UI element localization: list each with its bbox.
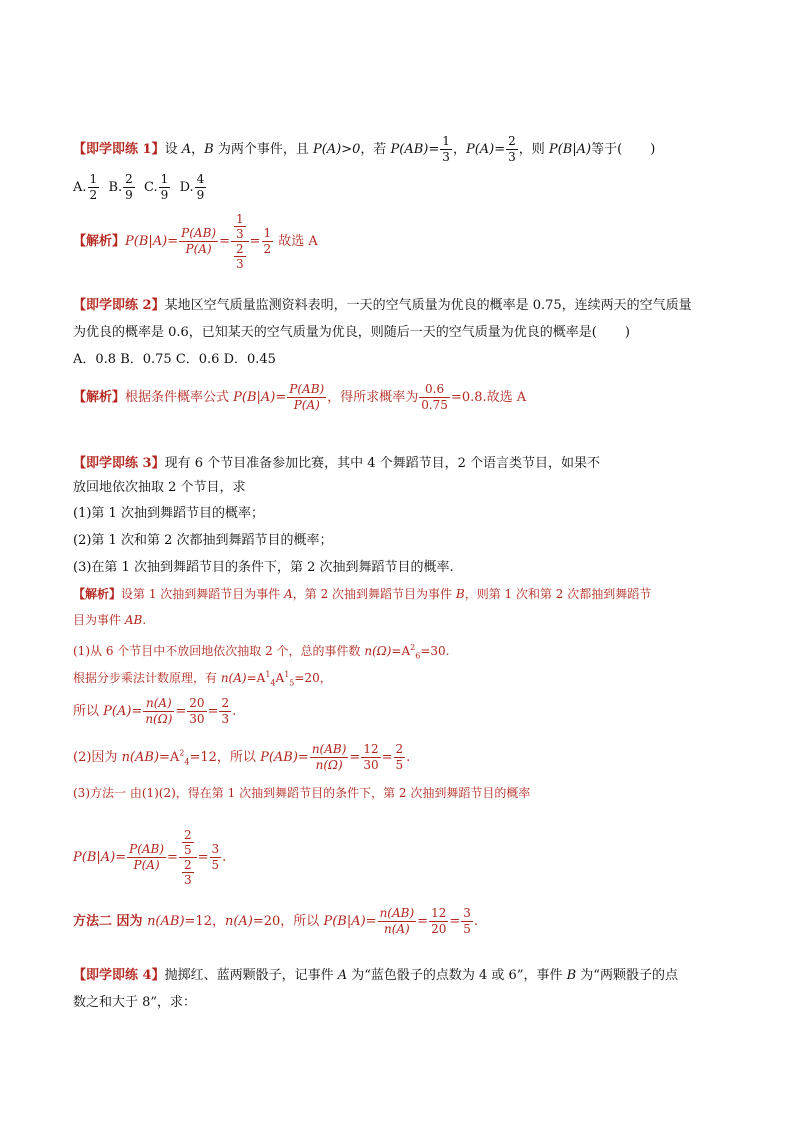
q3-sol-text: . (473, 914, 479, 929)
q3-sol-frac (210, 842, 222, 873)
q3-sol-frac (361, 742, 380, 773)
q3-sol-eq: = (349, 750, 361, 765)
frac-den (179, 858, 197, 887)
frac-num: n(A) (143, 696, 174, 712)
q3-part-3 (73, 560, 454, 576)
q3-sol-expr: n(Ω) (364, 644, 392, 658)
q2-line-1 (73, 298, 692, 314)
q3-sol-eq: = (449, 914, 461, 929)
subscript: 4 (270, 678, 276, 688)
frac-den: 3 (508, 150, 516, 164)
q1-eq: = (494, 142, 506, 157)
frac-num: 1 (160, 172, 169, 186)
q3-part-2 (73, 533, 333, 549)
frac-den: 5 (463, 922, 471, 936)
q3-sol-text: 目为事件 (73, 613, 125, 627)
q4-line-2 (73, 995, 196, 1011)
q3-sol-text: . (142, 613, 147, 627)
q1-sol-pba: P(B|A) (125, 234, 168, 249)
q4-text: 为“蓝色骰子的点数为 4 或 6”，事件 (347, 968, 567, 983)
q2-sol-text: ，得所求概率为 (327, 390, 419, 405)
frac-den: 2 (263, 242, 272, 256)
q2-sol-text: 根据条件概率公式 (125, 390, 234, 405)
frac-num: 20 (189, 696, 205, 710)
q3-sol-frac (310, 742, 349, 773)
subscript: 6 (415, 651, 421, 661)
q1-text: ，若 (360, 142, 391, 157)
q3-sol-complex-frac (179, 828, 197, 887)
frac-num: 3 (211, 842, 220, 856)
inner-frac (182, 858, 194, 887)
q3-sol-eq: = (175, 704, 187, 719)
q3-sol-frac (461, 906, 473, 937)
q2-sol-pba: P(B|A) (233, 390, 276, 405)
frac-num (179, 828, 197, 858)
q3-sol-step-4 (73, 742, 410, 773)
frac-num: P(AB) (181, 226, 217, 240)
q3-sol-eq: = (207, 704, 219, 719)
q3-sol-frac (429, 906, 448, 937)
frac-den: P(A) (133, 858, 160, 872)
inner-frac (234, 212, 246, 241)
q1-option-b-frac (123, 172, 135, 203)
frac-den: P(A) (185, 242, 212, 256)
frac-num: 2 (125, 172, 133, 186)
frac-num: 1 (235, 212, 244, 226)
q3-sol-text: . (232, 704, 237, 719)
q4-text: 抛掷红、蓝两颗骰子，记事件 (164, 968, 338, 983)
q1-text: ， (452, 142, 466, 157)
q4-event-a: A (337, 968, 348, 983)
q1-event-b: B (204, 142, 214, 157)
frac-den: 3 (235, 257, 244, 271)
q3-sol-eq: = (197, 850, 209, 865)
frac-den: 5 (211, 858, 220, 872)
q1-option-d: D. (179, 180, 194, 195)
q2-text: ) (624, 325, 630, 340)
q3-sol-eq: = (115, 850, 127, 865)
frac-den: 3 (183, 873, 192, 887)
q3-sol-text: =20， (294, 671, 332, 685)
q3-sol-eq: = (365, 914, 377, 929)
q1-sol-result (262, 226, 274, 257)
q3-sol-event: A (284, 587, 293, 601)
q3-sol-text: =20，所以 (252, 914, 324, 929)
q3-solution-line-2 (73, 612, 146, 628)
q3-sol-step-2 (73, 667, 332, 691)
q1-sol-eq: = (167, 234, 179, 249)
q3-sol-text: =A (159, 750, 180, 765)
q2-solution (73, 382, 526, 413)
q3-sol-expr: P(B|A) (73, 850, 116, 865)
q3-sol-text: =12， (184, 914, 225, 929)
q3-sol-text: =A (246, 671, 266, 685)
q3-sol-step-7 (73, 906, 478, 937)
q3-part-1 (73, 506, 264, 522)
q3-sol-eq: = (167, 850, 178, 865)
q1-text: 设 (164, 142, 182, 157)
q3-sol-text: . (406, 750, 411, 765)
q1-pba: P(B|A) (548, 142, 592, 157)
superscript: 1 (265, 670, 271, 679)
frac-den: 30 (363, 758, 379, 772)
frac-den: n(Ω) (145, 712, 173, 726)
frac-den: P(A) (293, 398, 320, 412)
q3-sol-text: 根据分步乘法计数原理，有 (73, 671, 221, 685)
frac-den: 5 (395, 758, 404, 772)
inner-frac (182, 828, 194, 857)
q3-sol-frac (187, 696, 206, 727)
subscript: 4 (184, 757, 190, 767)
q3-sol-text: =30. (420, 644, 450, 658)
frac-num: 2 (395, 742, 404, 756)
frac-num: 4 (196, 172, 205, 186)
frac-num: n(AB) (311, 742, 347, 756)
frac-den: n(A) (383, 922, 410, 936)
frac-num: 2 (183, 858, 192, 872)
q2-sol-eq: = (275, 390, 287, 405)
q1-option-a: A. (73, 180, 87, 195)
inner-frac (234, 242, 246, 271)
q1-option-a-frac (88, 172, 100, 203)
q3-sol-text: A (275, 671, 285, 685)
q4-event-b: B (566, 968, 577, 983)
superscript: 1 (284, 670, 290, 679)
q3-sol-frac (127, 842, 166, 873)
q3-sol-expr: P(A) (103, 704, 132, 719)
frac-num: 2 (235, 242, 244, 256)
q2-sol-frac-2 (419, 382, 450, 413)
q1-stem (73, 134, 655, 165)
q1-event-a: A (181, 142, 192, 157)
q1-text: ) (650, 142, 656, 157)
q1-sol-complex-frac (231, 212, 249, 271)
q2-sol-text: =0.8.故选 A (450, 390, 527, 405)
q3-line-1 (73, 456, 600, 472)
frac-den: 9 (125, 188, 133, 202)
q3-sol-eq: = (297, 750, 309, 765)
q1-tag: 【即学即练 1】 (73, 142, 165, 157)
q1-sol-eq: = (249, 234, 261, 249)
q3-sol-step-3 (73, 696, 236, 727)
q2-line-2 (73, 325, 630, 341)
q3-sol-eq: = (381, 750, 393, 765)
q3-sol-frac (143, 696, 174, 727)
q3-sol-text: (3)方法一 由(1)(2)，得在第 1 次抽到舞蹈节目的条件下，第 2 次抽到舞蹈节目的概率 (73, 786, 531, 800)
q3-sol-expr: P(AB) (260, 750, 298, 765)
q2-text: 为优良的概率是 0.6，已知某天的空气质量为优良，则随后一天的空气质量为优良的概率是( (73, 325, 597, 340)
q1-option-d-frac (195, 172, 207, 203)
q4-line-1 (73, 968, 678, 984)
q3-solution-line-1 (73, 586, 651, 602)
q3-sol-expr: P(B|A) (323, 914, 366, 929)
q3-sol-frac (219, 696, 231, 727)
q3-sol-method-2: 方法二 因为 (73, 914, 148, 929)
q3-sol-step-1 (73, 640, 449, 664)
q3-tag: 【即学即练 3】 (73, 456, 165, 471)
frac-den: 2 (89, 188, 98, 202)
q3-sol-expr: n(AB) (147, 914, 185, 929)
frac-num: 12 (363, 742, 379, 756)
q1-eq: = (428, 142, 440, 157)
frac-num: 12 (431, 906, 447, 920)
frac-den: 3 (221, 712, 230, 726)
q3-text: 放回地依次抽取 2 个节目，求 (73, 480, 246, 495)
q2-tag: 【即学即练 2】 (73, 298, 165, 313)
superscript: 2 (179, 748, 185, 758)
frac-den: 3 (442, 150, 450, 164)
q2-text: 某地区空气质量监测资料表明，一天的空气质量为优良的概率是 0.75，连续两天的空气质量 (164, 298, 692, 313)
subscript: 5 (289, 678, 295, 688)
q3-text: (2)第 1 次和第 2 次都抽到舞蹈节目的概率； (73, 533, 333, 548)
q1-text: 等于( (591, 142, 623, 157)
q3-sol-text: ，第 2 次抽到舞蹈节目为事件 (292, 587, 456, 601)
q3-sol-text: =A (391, 644, 411, 658)
frac-den: 5 (183, 843, 192, 857)
q1-pab: P(AB) (390, 142, 429, 157)
q3-text: (3)在第 1 次抽到舞蹈节目的条件下，第 2 次抽到舞蹈节目的概率. (73, 560, 454, 575)
q3-sol-text: (1)从 6 个节目中不放回地依次抽取 2 个，总的事件数 (73, 644, 365, 658)
q1-text: 为两个事件，且 (213, 142, 313, 157)
q3-sol-text: =12，所以 (189, 750, 261, 765)
q3-line-2 (73, 480, 246, 496)
q2-solution-tag: 【解析】 (73, 390, 126, 405)
q2-options-text: A．0.8 B．0.75 C．0.6 D．0.45 (73, 352, 276, 367)
frac-num: 2 (508, 134, 516, 148)
q4-tag: 【即学即练 4】 (73, 968, 165, 983)
frac-num: P(AB) (129, 842, 165, 856)
frac-num: 0.6 (419, 382, 450, 398)
frac-num: 2 (221, 696, 230, 710)
frac-den: 0.75 (421, 398, 448, 412)
q1-sol-frac (179, 226, 218, 257)
q3-text: 现有 6 个节目准备参加比赛，其中 4 个舞蹈节目，2 个语言类节目，如果不 (164, 456, 601, 471)
q1-condition: P(A)>0 (312, 142, 361, 157)
frac-num: 3 (463, 906, 471, 920)
q3-sol-eq: = (417, 914, 429, 929)
q3-sol-text: (2)因为 (73, 750, 122, 765)
q3-sol-step-5 (73, 785, 530, 801)
q1-frac-2-3 (506, 134, 518, 165)
frac-num: 2 (183, 828, 192, 842)
q3-sol-frac (394, 742, 406, 773)
frac-num: 1 (263, 226, 272, 240)
frac-num (231, 212, 249, 242)
q1-option-b: B. (108, 180, 123, 195)
q3-sol-expr: n(A) (220, 671, 247, 685)
frac-den: 20 (431, 922, 447, 936)
frac-den: 3 (235, 227, 244, 241)
frac-num: n(AB) (379, 906, 415, 920)
superscript: 2 (410, 643, 416, 652)
frac-den (231, 242, 249, 271)
q3-sol-event: B (455, 587, 465, 601)
frac-den: 9 (196, 188, 205, 202)
q3-sol-event: AB (124, 613, 143, 627)
q1-text: ， (191, 142, 205, 157)
q4-text: 为“两颗骰子的点 (576, 968, 678, 983)
q3-sol-frac (378, 906, 417, 937)
q1-options (73, 172, 207, 203)
q2-options (73, 352, 276, 368)
q3-sol-step-6 (73, 828, 226, 887)
q1-text: ，则 (518, 142, 549, 157)
q1-option-c-frac (159, 172, 171, 203)
frac-den: 9 (160, 188, 169, 202)
q3-text: (1)第 1 次抽到舞蹈节目的概率； (73, 506, 264, 521)
q3-sol-eq: = (131, 704, 143, 719)
q3-sol-text: . (222, 850, 227, 865)
q3-sol-text: 所以 (73, 704, 104, 719)
frac-num: 1 (89, 172, 98, 186)
q3-sol-expr: n(A) (224, 914, 253, 929)
q1-pa: P(A) (465, 142, 495, 157)
q1-sol-end: 故选 A (274, 234, 318, 249)
q1-option-c: C. (144, 180, 158, 195)
q4-text: 数之和大于 8”，求： (73, 995, 197, 1010)
q3-sol-expr: n(AB) (121, 750, 160, 765)
q2-sol-frac (287, 382, 326, 413)
q1-sol-eq: = (219, 234, 230, 249)
q3-solution-tag: 【解析】 (73, 587, 122, 601)
q3-sol-text: ，则第 1 次和第 2 次都抽到舞蹈节 (464, 587, 652, 601)
q1-frac-1-3 (440, 134, 452, 165)
q3-sol-text: 设第 1 次抽到舞蹈节目为事件 (121, 587, 285, 601)
frac-den: n(Ω) (315, 758, 343, 772)
frac-num: P(AB) (289, 382, 325, 396)
q1-solution (73, 212, 318, 271)
frac-den: 30 (189, 712, 205, 726)
frac-num: 1 (442, 134, 450, 148)
q1-solution-tag: 【解析】 (73, 234, 126, 249)
